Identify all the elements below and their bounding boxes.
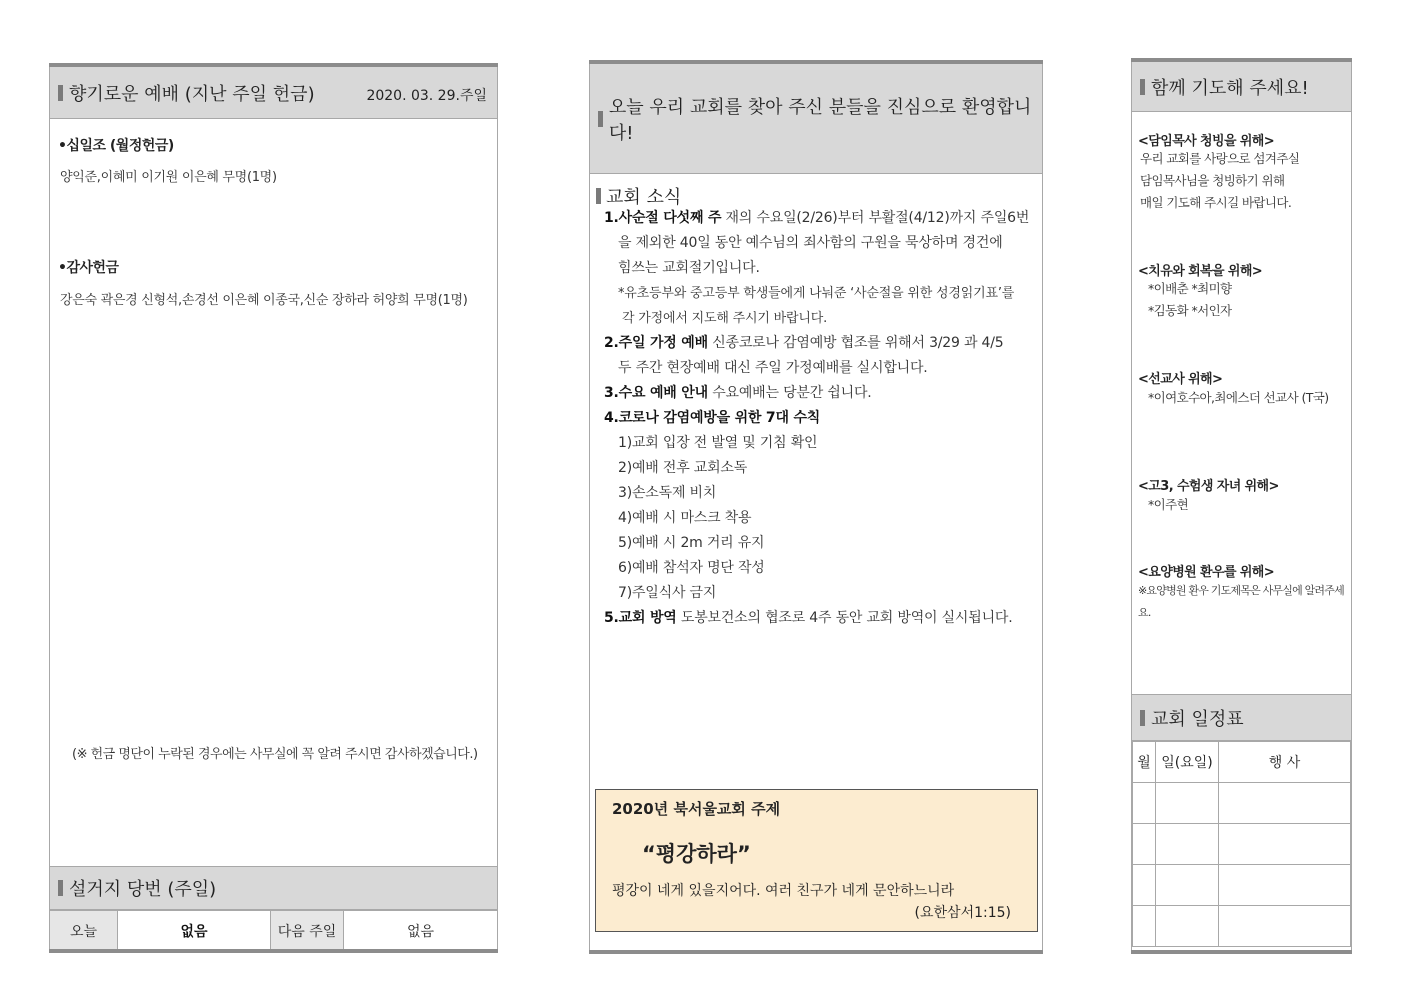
- news-item-5-line1: 도봉보건소의 협조로 4주 동안 교회 방역이 실시됩니다.: [676, 610, 1013, 626]
- schedule-col-day: 일(요일): [1156, 742, 1219, 783]
- schedule-row: [1133, 865, 1351, 906]
- schedule-cell: [1219, 783, 1351, 824]
- theme-quote: “평강하라”: [642, 842, 751, 866]
- schedule-title: 교회 일정표: [1151, 708, 1244, 730]
- news-item-1-line1: 재의 수요일(2/26)부터 부활절(4/12)까지 주일6번: [721, 210, 1030, 226]
- news-item-3: [604, 381, 1036, 406]
- dish-today-value: 없음: [118, 911, 271, 951]
- schedule-row: [1133, 906, 1351, 947]
- news-item-1-head: 1.사순절 다섯째 주: [604, 210, 722, 226]
- prayer-2-line: *김동화 *서인자: [1148, 303, 1232, 318]
- prayer-4-line: *이주현: [1148, 497, 1189, 512]
- news-item-3-line1: 수요예배는 당분간 쉽니다.: [707, 385, 872, 401]
- bullet-bar-icon: [598, 111, 603, 127]
- dish-duty-row: [50, 910, 497, 951]
- dish-next-label: 다음 주일: [271, 911, 344, 951]
- prayer-2-line: *이배춘 *최미향: [1148, 281, 1232, 296]
- news-item-1-line2: 을 제외한 40일 동안 예수님의 죄사함의 구원을 묵상하며 경건에: [618, 235, 1003, 251]
- schedule-row: [1133, 824, 1351, 865]
- news-title-text: 교회 소식: [606, 187, 682, 208]
- news-item-1-sub2: 각 가정에서 지도해 주시기 바랍니다.: [622, 311, 828, 326]
- dish-duty-title: 설거지 당번 (주일): [69, 879, 217, 900]
- news-item-2-line1: 신종코로나 감염예방 협조를 위해서 3/29 과 4/5: [707, 335, 1004, 351]
- prayer-4-body: [1148, 494, 1188, 516]
- rule-1: 1)교회 입장 전 발열 및 기침 확인: [618, 435, 818, 451]
- rule-5: 5)예배 시 2m 거리 유지: [618, 535, 765, 551]
- thanks-names: 강은숙 곽은경 신형석,손경선 이은혜 이종국,신순 장하라 허양희 무명(1명): [60, 293, 468, 308]
- schedule-cell: [1133, 865, 1156, 906]
- prayer-1-line: 담임목사님을 청빙하기 위해: [1140, 173, 1285, 188]
- prayer-title: 함께 기도해 주세요!: [1151, 77, 1309, 99]
- prayer-2-head: <치유와 회복을 위해>: [1138, 264, 1263, 279]
- schedule-table: [1132, 741, 1351, 947]
- bullet-bar-icon: [1140, 710, 1145, 726]
- news-item-4: [604, 406, 1036, 606]
- schedule-cell: [1219, 906, 1351, 947]
- thanks-title: •감사헌금: [58, 260, 119, 276]
- news-item-5-head: 5.교회 방역: [604, 610, 677, 626]
- news-item-3-head: 3.수요 예배 안내: [604, 385, 708, 401]
- prayer-1-line: 우리 교회를 사랑으로 섬겨주실: [1140, 151, 1300, 166]
- schedule-row: [1133, 783, 1351, 824]
- prayer-3-head: <선교사 위해>: [1138, 372, 1223, 387]
- prayer-2-body: [1148, 278, 1232, 322]
- theme-verse: 평강이 네게 있을지어다. 여러 친구가 네게 문안하느니라: [612, 883, 955, 899]
- news-item-2-head: 2.주일 가정 예배: [604, 335, 708, 351]
- offering-panel: [49, 63, 498, 953]
- tithe-names: 양익준,이혜미 이기원 이은혜 무명(1명): [60, 170, 277, 185]
- prayer-3-line: *이여호수아,최에스더 선교사 (T국): [1148, 390, 1329, 405]
- rule-4: 4)예배 시 마스크 착용: [618, 510, 752, 526]
- rule-2: 2)예배 전후 교회소독: [618, 460, 748, 476]
- prayer-5-line: ※요양병원 환우 기도제목은 사무실에 알려주세요.: [1138, 584, 1344, 619]
- schedule-cell: [1156, 824, 1219, 865]
- news-panel: [589, 60, 1043, 954]
- dish-duty-header: [50, 866, 497, 910]
- rule-7: 7)주일식사 금지: [618, 585, 717, 601]
- schedule-col-event: 행 사: [1219, 742, 1351, 783]
- panel-bottom-border: [1131, 950, 1352, 954]
- offering-header: [50, 67, 497, 119]
- schedule-cell: [1219, 824, 1351, 865]
- news-item-1-line3: 힘쓰는 교회절기입니다.: [618, 260, 760, 276]
- annual-theme-box: [595, 789, 1038, 932]
- prayer-5-head: <요양병원 환우를 위해>: [1138, 565, 1275, 580]
- offering-date: 2020. 03. 29.주일: [366, 88, 487, 104]
- news-item-5: [604, 606, 1036, 631]
- news-item-1-sub1: *유초등부와 중고등부 학생들에게 나눠준 ‘사순절을 위한 성경읽기표’를: [618, 286, 1015, 301]
- bullet-bar-icon: [58, 880, 63, 896]
- news-item-1: [604, 206, 1036, 331]
- rule-6: 6)예배 참석자 명단 작성: [618, 560, 765, 576]
- offering-omission-note: (※ 헌금 명단이 누락된 경우에는 사무실에 꼭 알려 주시면 감사하겠습니다.): [72, 747, 478, 762]
- news-item-2-line2: 두 주간 현장예배 대신 주일 가정예배를 실시합니다.: [618, 360, 928, 376]
- dish-next-value: 없음: [406, 924, 435, 940]
- panel-bottom-border: [49, 949, 498, 953]
- schedule-cell: [1156, 906, 1219, 947]
- prayer-1-body: [1140, 148, 1299, 214]
- bullet-bar-icon: [596, 188, 601, 204]
- panel-bottom-border: [589, 950, 1043, 954]
- welcome-header: [590, 64, 1042, 174]
- prayer-1-line: 매일 기도해 주시길 바랍니다.: [1140, 195, 1292, 210]
- schedule-cell: [1219, 865, 1351, 906]
- bullet-bar-icon: [1140, 79, 1145, 95]
- schedule-col-month: 월: [1133, 742, 1156, 783]
- theme-reference: (요한삼서1:15): [914, 905, 1011, 921]
- schedule-header-row: [1133, 742, 1351, 783]
- schedule-cell: [1133, 824, 1156, 865]
- schedule-cell: [1156, 865, 1219, 906]
- prayer-panel: [1131, 58, 1352, 954]
- schedule-cell: [1133, 906, 1156, 947]
- schedule-cell: [1133, 783, 1156, 824]
- welcome-text: 오늘 우리 교회를 찾아 주신 분들을 진심으로 환영합니다!: [608, 96, 1032, 144]
- prayer-header: [1132, 62, 1351, 112]
- news-item-2: [604, 331, 1036, 381]
- rule-3: 3)손소독제 비치: [618, 485, 717, 501]
- dish-today-label: 오늘: [50, 911, 118, 951]
- theme-heading: 2020년 북서울교회 주제: [612, 800, 781, 818]
- offering-title: 향기로운 예배 (지난 주일 헌금): [69, 83, 315, 105]
- prayer-3-body: [1148, 387, 1329, 409]
- prayer-4-head: <고3, 수험생 자녀 위해>: [1138, 479, 1279, 494]
- bullet-bar-icon: [58, 85, 63, 101]
- news-item-4-head: 4.코로나 감염예방을 위한 7대 수칙: [604, 410, 821, 426]
- prayer-1-head: <담임목사 청빙을 위해>: [1138, 134, 1275, 149]
- tithe-title: •십일조 (월정헌금): [58, 138, 174, 154]
- schedule-header: [1132, 694, 1351, 741]
- prayer-5-body: [1138, 580, 1351, 624]
- schedule-cell: [1156, 783, 1219, 824]
